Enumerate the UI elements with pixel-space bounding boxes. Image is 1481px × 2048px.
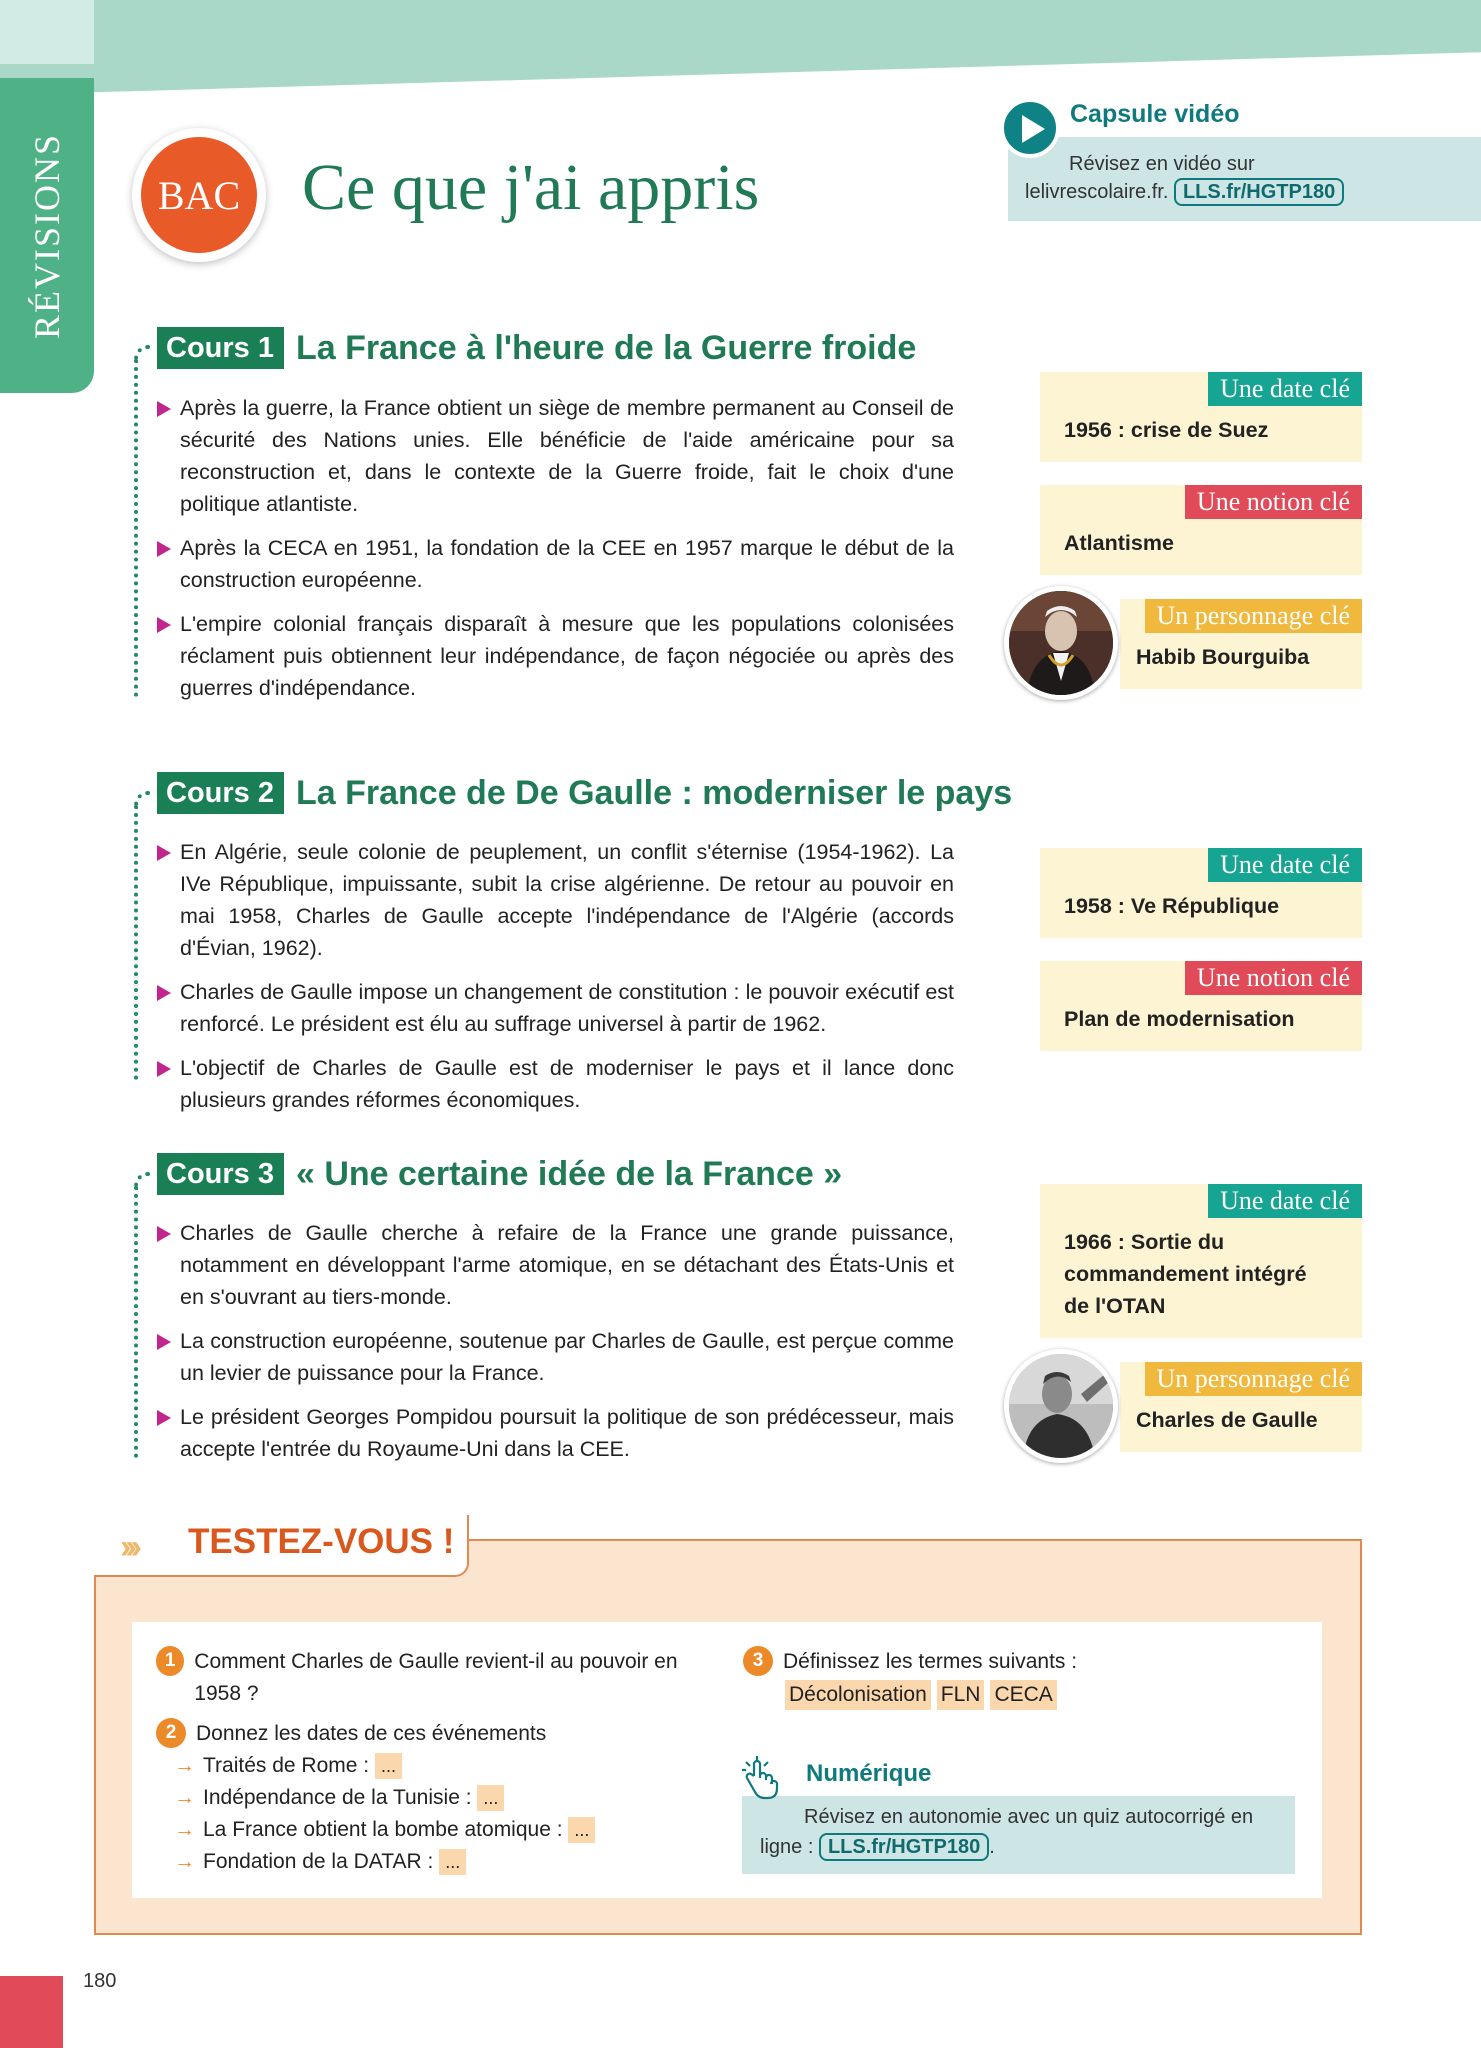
- cours2-date-card: [1040, 848, 1362, 938]
- bullet-text: Charles de Gaulle impose un changement de constitution : le pouvoir exécutif est renforcé. Le président est élu au suffrage universel à partir de 1962.: [180, 980, 954, 1036]
- cours1-tag: Cours 1: [157, 327, 284, 369]
- bourguiba-portrait: [1004, 586, 1118, 700]
- question-text: Définissez les termes suivants :: [783, 1650, 1078, 1673]
- card-label: Une date clé: [1208, 372, 1362, 406]
- cours3-personnage-card: [1120, 1362, 1362, 1452]
- bullet-triangle-icon: [157, 1410, 171, 1426]
- bullet-text: En Algérie, seule colonie de peuplement, un conflit s'éternise (1954-1962). La IVe République, impuissante, subit la crise algérienne. De retour au pouvoir en mai 1958, Charles de Gaulle accepte l'indépendance de l'Algérie (accords d'Évian, 1962).: [180, 840, 954, 960]
- header-corner: [0, 0, 94, 64]
- cours1-heading: [157, 327, 916, 369]
- header-band: [0, 0, 1481, 95]
- capsule-link[interactable]: LLS.fr/HGTP180: [1174, 178, 1344, 206]
- list-item: → Traités de Rome : ...: [156, 1750, 716, 1782]
- bullet-triangle-icon: [157, 845, 171, 861]
- bullet-triangle-icon: [157, 401, 171, 417]
- page-title: Ce que j'ai appris: [302, 151, 760, 224]
- question-number: 3: [743, 1646, 773, 1676]
- card-label: Un personnage clé: [1145, 599, 1362, 633]
- numerique-end: .: [989, 1836, 995, 1858]
- list-item: [157, 532, 954, 596]
- card-label: Un personnage clé: [1145, 1362, 1362, 1396]
- list-item: [157, 1052, 954, 1116]
- card-text: Charles de Gaulle: [1136, 1408, 1318, 1432]
- bullet-triangle-icon: [157, 617, 171, 633]
- cours1-notion-card: [1040, 485, 1362, 575]
- cours2-bullets: [157, 836, 954, 1128]
- capsule-line2: lelivrescolaire.fr.: [1025, 181, 1169, 203]
- card-text: 1958 : Ve République: [1064, 894, 1280, 918]
- bac-badge: [132, 128, 266, 262]
- de-gaulle-portrait: [1004, 1349, 1118, 1463]
- test-title: TESTEZ-VOUS !: [188, 1522, 455, 1561]
- card-label: Une notion clé: [1185, 961, 1362, 995]
- numerique-text: [760, 1802, 1290, 1862]
- bullet-text: La construction européenne, soutenue par Charles de Gaulle, est perçue comme un levier de puissance pour la France.: [180, 1329, 954, 1385]
- list-item: [157, 608, 954, 704]
- numerique-link[interactable]: LLS.fr/HGTP180: [819, 1833, 989, 1861]
- card-label: Une date clé: [1208, 1184, 1362, 1218]
- list-item: [157, 1325, 954, 1389]
- cours2-tag: Cours 2: [157, 772, 284, 814]
- bullet-triangle-icon: [157, 1226, 171, 1242]
- terms-list: [743, 1680, 1303, 1710]
- card-text: 1966 : Sortie du commandement intégré de l'OTAN: [1064, 1230, 1307, 1318]
- question-1: [156, 1646, 716, 1710]
- card-text: Atlantisme: [1064, 531, 1174, 555]
- bullet-triangle-icon: [157, 1334, 171, 1350]
- bullet-triangle-icon: [157, 985, 171, 1001]
- cours1-dotted-line: [134, 359, 138, 697]
- bullet-text: L'empire colonial français disparaît à mesure que les populations colonisées réclament puis obtiennent leur indépendance, de façon négociée ou après des guerres d'indépendance.: [180, 612, 954, 700]
- list-item: [157, 836, 954, 964]
- cours3-dotted-line: [134, 1186, 138, 1458]
- cours1-bullets: [157, 392, 954, 716]
- cours3-title: « Une certaine idée de la France »: [295, 1154, 843, 1193]
- cours2-dotted-line: [134, 805, 138, 1080]
- capsule-video-title: Capsule vidéo: [1070, 100, 1240, 128]
- list-item: → Fondation de la DATAR : ...: [156, 1846, 716, 1878]
- answer-blank[interactable]: ...: [477, 1785, 504, 1811]
- term-chip: Décolonisation: [785, 1680, 931, 1710]
- cours3-date-card: [1040, 1184, 1362, 1338]
- list-item: [157, 1401, 954, 1465]
- bullet-triangle-icon: [157, 1061, 171, 1077]
- list-item: → La France obtient la bombe atomique : ...: [156, 1814, 716, 1846]
- question-2: [156, 1718, 716, 1878]
- answer-blank[interactable]: ...: [568, 1817, 595, 1843]
- chevrons-icon: ›››: [120, 1528, 136, 1566]
- answer-blank[interactable]: ...: [375, 1753, 402, 1779]
- question-text: Comment Charles de Gaulle revient-il au pouvoir en 1958 ?: [194, 1650, 678, 1705]
- bullet-text: Après la CECA en 1951, la fondation de la CEE en 1957 marque le début de la construction européenne.: [180, 536, 954, 592]
- revisions-side-tab: [0, 78, 94, 393]
- term-chip: CECA: [990, 1680, 1056, 1710]
- bullet-triangle-icon: [157, 541, 171, 557]
- cours2-title: La France de De Gaulle : moderniser le pays: [295, 773, 1013, 812]
- arrow-right-icon: →: [174, 1850, 195, 1873]
- list-item: [157, 976, 954, 1040]
- numerique-title: Numérique: [806, 1760, 932, 1787]
- cours3-tag: Cours 3: [157, 1153, 284, 1195]
- numerique-line2: ligne :: [760, 1836, 814, 1858]
- numerique-line1: Révisez en autonomie avec un quiz autocorrigé en: [804, 1806, 1254, 1828]
- play-icon[interactable]: [1000, 98, 1060, 158]
- bullet-text: Après la guerre, la France obtient un siège de membre permanent au Conseil de sécurité des Nations unies. Elle bénéficie de l'aide américaine pour sa reconstruction et, dans le contexte de la Guerre froide, fait le choix d'une politique atlantiste.: [180, 396, 954, 516]
- cours2-heading: [157, 772, 1012, 814]
- question-3: [743, 1646, 1303, 1710]
- bullet-text: Charles de Gaulle cherche à refaire de la France une grande puissance, notamment en développant l'arme atomique, en se détachant des États-Unis et en s'ouvrant au tiers-monde.: [180, 1221, 954, 1309]
- question-number: 1: [156, 1646, 184, 1676]
- card-text: Plan de modernisation: [1064, 1007, 1295, 1031]
- cours3-heading: [157, 1153, 842, 1195]
- question-text: Donnez les dates de ces événements: [196, 1722, 547, 1745]
- list-item: [157, 1217, 954, 1313]
- cours1-date-card: [1040, 372, 1362, 462]
- side-tab-label: RÉVISIONS: [27, 132, 67, 339]
- cours3-bullets: [157, 1217, 954, 1477]
- cours2-notion-card: [1040, 961, 1362, 1051]
- term-chip: FLN: [937, 1680, 985, 1710]
- bac-badge-label: BAC: [141, 137, 257, 253]
- page-number: 180: [83, 1970, 117, 1992]
- cours1-personnage-card: [1120, 599, 1362, 689]
- card-label: Une date clé: [1208, 848, 1362, 882]
- card-text: Habib Bourguiba: [1136, 645, 1310, 669]
- answer-blank[interactable]: ...: [439, 1849, 466, 1875]
- list-item: → Indépendance de la Tunisie : ...: [156, 1782, 716, 1814]
- bullet-text: L'objectif de Charles de Gaulle est de moderniser le pays et il lance donc plusieurs grandes réformes économiques.: [180, 1056, 954, 1112]
- list-item: [157, 392, 954, 520]
- cours1-title: La France à l'heure de la Guerre froide: [295, 328, 917, 367]
- capsule-line1: Révisez en vidéo sur: [1069, 153, 1255, 175]
- footer-red-tab: [0, 1976, 63, 2048]
- arrow-right-icon: →: [174, 1786, 195, 1809]
- bullet-text: Le président Georges Pompidou poursuit la politique de son prédécesseur, mais accepte l'entrée du Royaume-Uni dans la CEE.: [180, 1405, 954, 1461]
- card-text: 1956 : crise de Suez: [1064, 418, 1269, 442]
- card-label: Une notion clé: [1185, 485, 1362, 519]
- question-number: 2: [156, 1718, 186, 1748]
- arrow-right-icon: →: [174, 1754, 195, 1777]
- arrow-right-icon: →: [174, 1818, 195, 1841]
- capsule-video-text: [1025, 150, 1475, 206]
